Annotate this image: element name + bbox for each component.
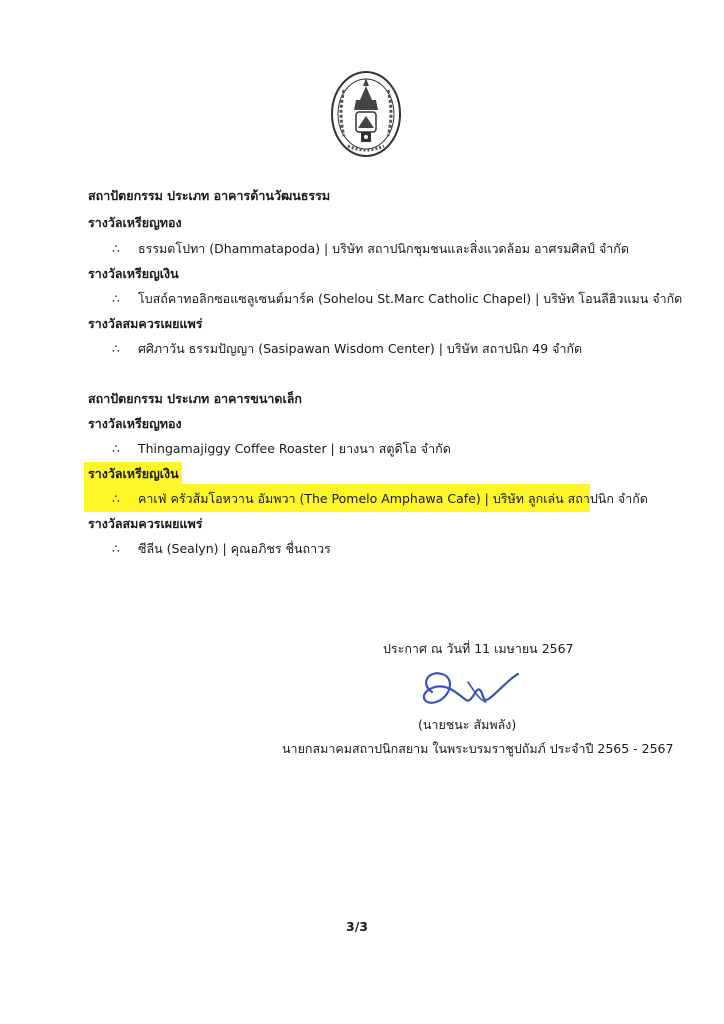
association-seal-logo (330, 70, 402, 158)
signatory-name: (นายชนะ สัมพลัง) (418, 717, 517, 732)
bullet-icon: ∴ (112, 541, 120, 556)
entry-text: ซีลีน (Sealyn) | คุณอภิชร ชื่นถาวร (138, 541, 331, 556)
signatory-title: นายกสมาคมสถาปนิกสยาม ในพระบรมราชูปถัมภ์ ประจำปี 2565 - 2567 (282, 741, 674, 756)
bullet-icon: ∴ (112, 441, 120, 456)
bullet-icon: ∴ (112, 341, 120, 356)
section2-silver-award: รางวัลเหรียญเงิน (88, 466, 179, 481)
entry-text: ศศิภาวัน ธรรมปัญญา (Sasipawan Wisdom Center) | บริษัท สถาปนิก 49 จำกัด (138, 341, 583, 356)
list-item (112, 340, 582, 358)
section2-heading: สถาปัตยกรรม ประเภท อาคารขนาดเล็ก (88, 391, 302, 406)
bullet-icon: ∴ (112, 241, 120, 256)
list-item-highlighted (112, 490, 648, 508)
section1-heading: สถาปัตยกรรม ประเภท อาคารด้านวัฒนธรรม (88, 188, 331, 203)
list-item (112, 440, 451, 458)
list-item (112, 540, 331, 558)
entry-text: โบสถ์คาทอลิกซอแซลูเซนต์มาร์ค (Sohelou St.Marc Catholic Chapel) | บริษัท โอนลีฮิวแมน จำกัด (138, 291, 683, 306)
page-number: 3/3 (346, 919, 368, 934)
list-item (112, 290, 682, 308)
section1-merit-award: รางวัลสมควรเผยแพร่ (88, 316, 203, 331)
section1-silver-award: รางวัลเหรียญเงิน (88, 266, 179, 281)
handwritten-signature (410, 664, 530, 714)
section2-gold-award: รางวัลเหรียญทอง (88, 416, 182, 431)
list-item (112, 240, 629, 258)
entry-text: คาเฟ่ ครัวส้มโอหวาน อัมพวา (The Pomelo Amphawa Cafe) | บริษัท ลูกเล่น สถาปนิก จำกัด (138, 491, 648, 506)
announcement-date: ประกาศ ณ วันที่ 11 เมษายน 2567 (383, 641, 574, 656)
section2-merit-award: รางวัลสมควรเผยแพร่ (88, 516, 203, 531)
section1-gold-award: รางวัลเหรียญทอง (88, 215, 182, 230)
entry-text: Thingamajiggy Coffee Roaster | ยางนา สตูดิโอ จำกัด (138, 441, 451, 456)
bullet-icon: ∴ (112, 291, 120, 306)
bullet-icon: ∴ (112, 491, 120, 506)
entry-text: ธรรมดโปทา (Dhammatapoda) | บริษัท สถาปนิกชุมชนและสิ่งแวดล้อม อาศรมศิลป์ จำกัด (138, 241, 629, 256)
